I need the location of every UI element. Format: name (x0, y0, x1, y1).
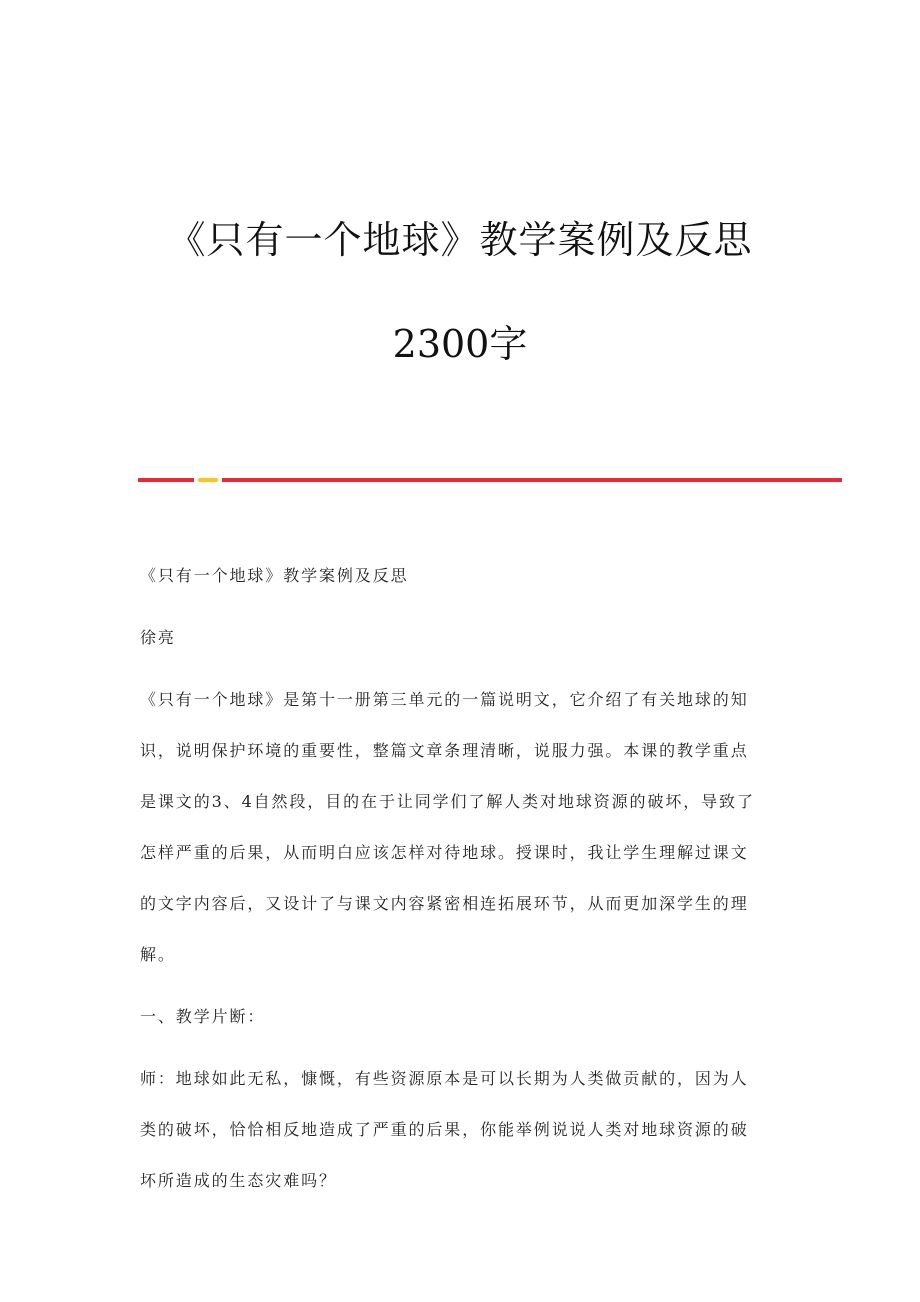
document-title-word-count: 2300字 (392, 322, 528, 366)
document-body (140, 566, 790, 1191)
paragraph-line: 识，说明保护环境的重要性，整篇文章条理清晰，说服力强。本课的教学重点 (140, 741, 749, 760)
article-subtitle: 《只有一个地球》教学案例及反思 (140, 566, 409, 585)
paragraph-intro (140, 690, 790, 965)
divider-line-right (222, 478, 842, 482)
paragraph-line: 《只有一个地球》是第十一册第三单元的一篇说明文，它介绍了有关地球的知 (140, 690, 749, 709)
article-author: 徐亮 (140, 628, 176, 647)
section-heading-text: 一、教学片断： (140, 1007, 266, 1026)
divider-line-left (138, 478, 194, 482)
paragraph-teacher-question (140, 1069, 790, 1191)
section-heading (140, 1007, 790, 1027)
document-title: 《只有一个地球》教学案例及反思 (167, 218, 753, 262)
title-block (0, 212, 920, 372)
paragraph-line: 坏所造成的生态灾难吗？ (140, 1171, 337, 1190)
divider-ornament-icon (198, 478, 218, 482)
paragraph-line: 是课文的3、4自然段，目的在于让同学们了解人类对地球资源的破坏，导致了 (140, 792, 755, 811)
paragraph-line: 师：地球如此无私，慷慨，有些资源原本是可以长期为人类做贡献的，因为人 (140, 1069, 749, 1088)
title-divider (138, 478, 842, 483)
paragraph-line: 类的破坏，恰恰相反地造成了严重的后果，你能举例说说人类对地球资源的破 (140, 1120, 749, 1139)
paragraph-line: 怎样严重的后果，从而明白应该怎样对待地球。授课时，我让学生理解过课文 (140, 843, 749, 862)
paragraph-line: 解。 (140, 945, 176, 964)
paragraph-line: 的文字内容后，又设计了与课文内容紧密相连拓展环节，从而更加深学生的理 (140, 894, 749, 913)
